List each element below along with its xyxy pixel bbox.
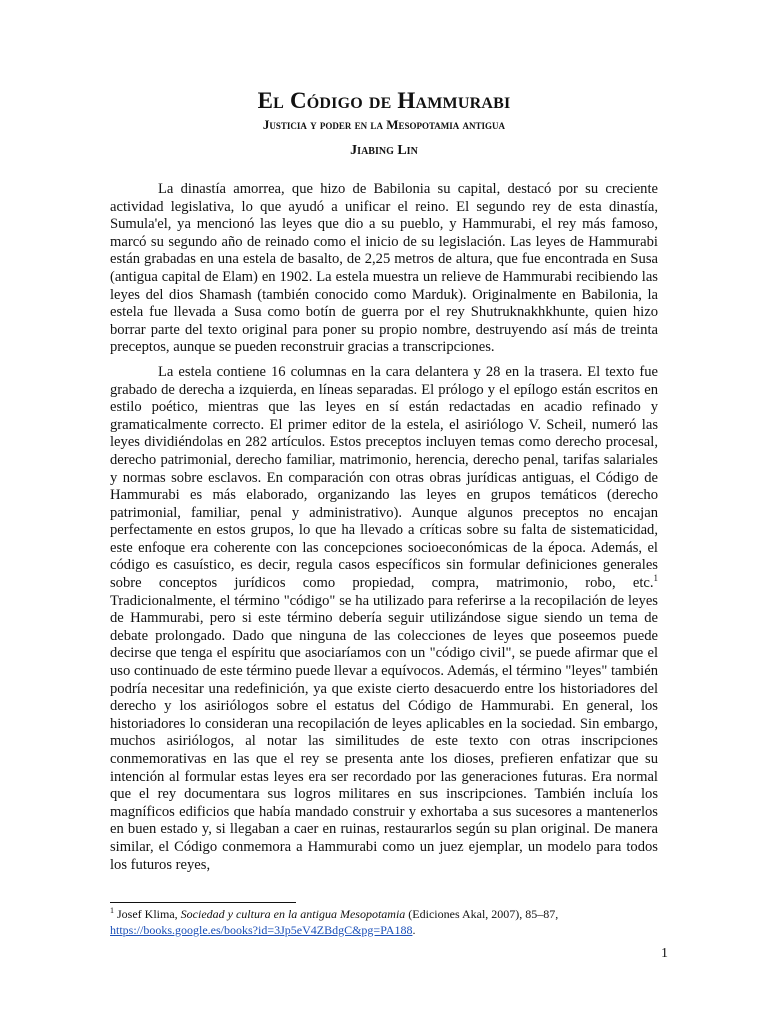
paragraph-1: La dinastía amorrea, que hizo de Babilonia su capital, destacó por su creciente actividad legislativa, lo que ayudó a unificar el reino. El segundo rey de esta dinastía, Sumula'el, ya mencionó las leyes que dio a su pueblo, y Hammurabi, el rey más famoso, marcó su segundo año de reinado como el inicio de su legislación. Las leyes de Hammurabi están grabadas en una estela de basalto, de 2,25 metros de altura, que fue encontrada en Susa (antigua capital de Elam) en 1902. La estela muestra un relieve de Hammurabi recibiendo las leyes del dios Shamash (también conocido como Marduk). Originalmente en Babilonia, la estela fue llevada a Susa como botín de guerra por el rey Shutruknakhkhunte, quien hizo borrar parte del texto original para poner su propio nombre, destruyendo así más de treinta preceptos, aunque se pueden reconstruir gracias a transcripciones. xyxy=(110,181,658,356)
footnote xyxy=(110,907,658,938)
footnote-author: Josef Klima, xyxy=(117,907,181,921)
body-text xyxy=(110,181,658,881)
footnote-details: (Ediciones Akal, 2007), 85–87, xyxy=(405,907,559,921)
document-subtitle: Justicia y poder en la Mesopotamia antigua xyxy=(262,117,506,132)
footnote-link[interactable]: https://books.google.es/books?id=3Jp5eV4ZBdgC&pg=PA188 xyxy=(110,922,413,937)
page-number: 1 xyxy=(661,946,668,961)
footnote-separator xyxy=(110,902,296,903)
footnote-book-title: Sociedad y cultura en la antigua Mesopotamia xyxy=(180,907,406,921)
paragraph-2 xyxy=(110,364,658,874)
footnote-number: 1 xyxy=(110,906,114,915)
footnote-reference[interactable]: 1 xyxy=(653,573,658,584)
paragraph-2-text-before: La estela contiene 16 columnas en la cara delantera y 28 en la trasera. El texto fue grabado de derecha a izquierda, en líneas separadas. El prólogo y el epílogo están escritos en estilo poético, mientras que las leyes en sí están redactadas en acadio refinado y gramaticalmente correcto. El primer editor de la estela, el asiriólogo V. Scheil, numeró las leyes dividiéndolas en 282 artículos. Estos preceptos incluyen temas como derecho procesal, derecho patrimonial, derecho familiar, matrimonio, herencia, derecho penal, tarifas salariales y normas sobre esclavos. En comparación con otras obras jurídicas antiguas, el Código de Hammurabi es más elaborado, organizando las leyes en grupos temáticos (derecho patrimonial, familiar, penal y administrativo). Aunque algunos preceptos no encajan perfectamente en estos grupos, lo que ha llevado a críticas sobre su falta de sistematicidad, este enfoque era coherente con las concepciones socioeconómicas de la época. Además, el código es casuístico, es decir, regula casos específicos sin formular definiciones generales sobre conceptos jurídicos como propiedad, compra, matrimonio, robo, etc. xyxy=(110,363,658,592)
document-author: Jiabing Lin xyxy=(350,143,418,158)
paragraph-2-text-after: Tradicionalmente, el término "código" se ha utilizado para referirse a la recopilación de leyes de Hammurabi, pero si este término debería seguir utilizándose sigue siendo un tema de debate prolongado. Dado que ninguna de las colecciones de leyes que poseemos puede decirse que tenga el espíritu que asociaríamos con un "código civil", se puede afirmar que el uso continuado de este término puede llevar a equívocos. Además, el término "leyes" también podría necesitar una redefinición, ya que existe cierto desacuerdo entre los historiadores del derecho y los asiriólogos sobre el estatus del Código de Hammurabi. En general, los historiadores lo consideran una recopilación de leyes aplicables en la sociedad. Sin embargo, muchos asiriólogos, al notar las similitudes de este texto con otras inscripciones conmemorativas en las que el rey se presenta ante los dioses, prefieren enfatizar que su intención al formular estas leyes era ser recordado por las generaciones futuras. Era normal que el rey documentara sus logros militares en sus inscripciones. También incluía los magníficos edificios que había mandado construir y exhortaba a sus sucesores a mantenerlos en buen estado y, si llegaban a caer en ruinas, restaurarlos según su plan original. De manera similar, el Código conmemora a Hammurabi como un juez ejemplar, un modelo para todos los futuros reyes, xyxy=(110,592,658,873)
footnote-end: . xyxy=(412,922,416,937)
document-title: El Código de Hammurabi xyxy=(257,88,511,113)
